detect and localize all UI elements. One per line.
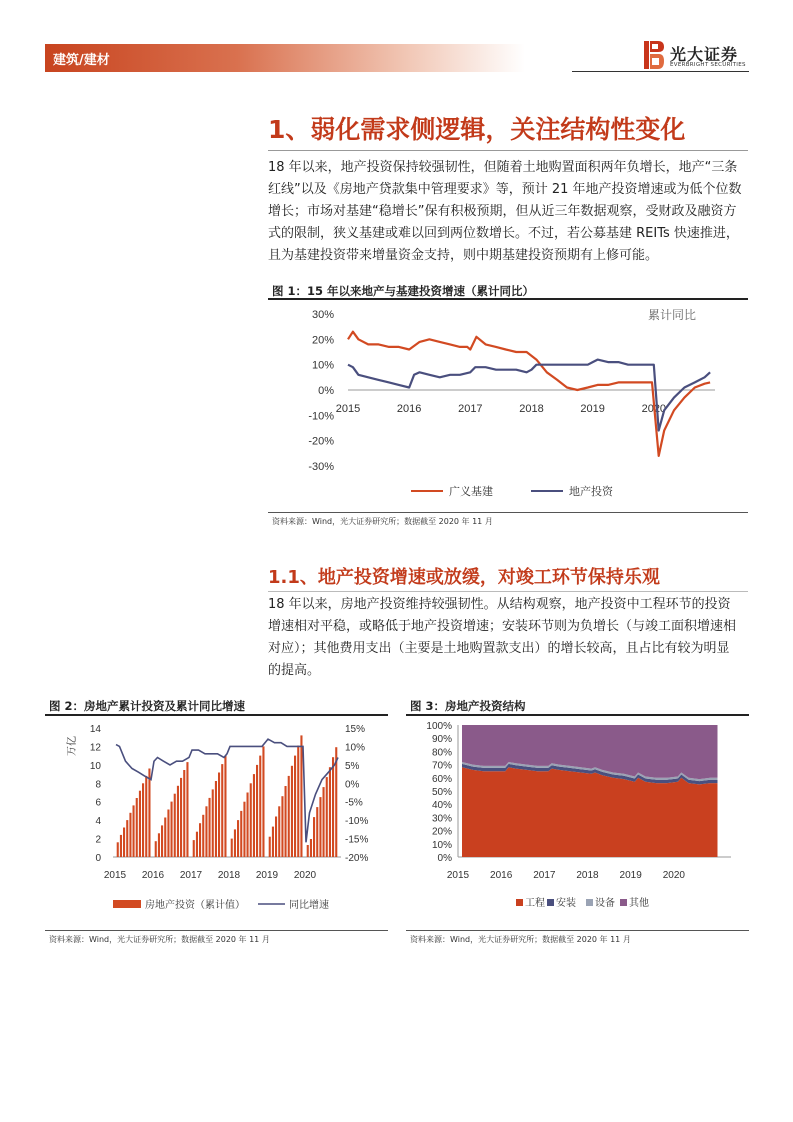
bar xyxy=(234,829,236,857)
bar xyxy=(316,807,318,857)
figure2-source: 资料来源：Wind，光大证券研究所；数据截至 2020 年 11 月 xyxy=(49,935,270,944)
y-right-tick-label: 0% xyxy=(345,779,360,791)
x-tick-label: 2017 xyxy=(458,403,483,415)
subsection-title-rule xyxy=(268,591,748,592)
bar xyxy=(171,802,173,857)
y-tick-label: 100% xyxy=(426,721,452,732)
bar xyxy=(202,815,204,857)
x-tick-label: 2016 xyxy=(490,870,513,881)
figure2-title: 图 2：房地产累计投资及累计同比增速 xyxy=(49,699,246,713)
section-title: 1、弱化需求侧逻辑，关注结构性变化 xyxy=(268,115,686,144)
bar xyxy=(297,746,299,858)
x-tick-label: 2019 xyxy=(619,870,642,881)
y-tick-label: 40% xyxy=(431,800,452,812)
bar xyxy=(145,776,147,857)
bar xyxy=(288,776,290,857)
legend-swatch xyxy=(547,899,554,906)
section-title-rule xyxy=(268,150,748,151)
y-tick-label: 10% xyxy=(431,839,452,851)
bar xyxy=(183,770,185,857)
figure3-title: 图 3：房地产投资结构 xyxy=(410,699,526,713)
bar xyxy=(167,810,169,858)
y-left-tick-label: 6 xyxy=(95,797,101,809)
y-tick-label: 80% xyxy=(431,747,452,759)
y-tick-label: 30% xyxy=(311,309,334,321)
y-tick-label: -20% xyxy=(308,435,334,448)
y-tick-label: 20% xyxy=(431,826,452,838)
y-tick-label: -30% xyxy=(308,461,334,473)
bar xyxy=(278,806,280,857)
figure1-title: 图 1：15 年以来地产与基建投资增速（累计同比） xyxy=(272,284,535,298)
bar xyxy=(256,765,258,857)
x-tick-label: 2017 xyxy=(179,870,203,881)
x-tick-label: 2016 xyxy=(396,403,422,415)
bar xyxy=(262,746,264,857)
paragraph-line: 的提高。 xyxy=(268,663,321,678)
y-left-tick-label: 14 xyxy=(89,724,101,735)
bar xyxy=(319,797,321,857)
brand-logo xyxy=(643,40,753,70)
x-tick-label: 2019 xyxy=(580,403,605,415)
bar xyxy=(243,802,245,857)
y-right-tick-label: -20% xyxy=(345,853,369,864)
bar xyxy=(250,783,252,857)
y-tick-label: 50% xyxy=(431,787,452,798)
y-left-tick-label: 0 xyxy=(95,853,101,864)
bar xyxy=(136,798,138,857)
bar xyxy=(224,756,226,857)
y-tick-label: 0% xyxy=(318,385,334,397)
x-tick-label: 2015 xyxy=(446,870,470,881)
legend-swatch xyxy=(516,899,523,906)
bar xyxy=(221,764,223,857)
bar xyxy=(291,766,293,857)
figure3-source: 资料来源：Wind，光大证券研究所；数据截至 2020 年 11 月 xyxy=(410,935,631,944)
bar xyxy=(158,833,160,857)
y-axis-title: 万亿 xyxy=(67,736,78,756)
bar xyxy=(164,818,166,858)
legend-label: 设备 xyxy=(595,898,615,909)
figure1-source: 资料来源：Wind，光大证券研究所；数据截至 2020 年 11 月 xyxy=(272,517,493,526)
bar xyxy=(180,778,182,857)
header-rule xyxy=(572,71,749,72)
x-tick-label: 2020 xyxy=(641,403,667,415)
bar xyxy=(259,756,261,857)
bar xyxy=(237,820,239,857)
figure3-chart xyxy=(406,716,749,928)
bar xyxy=(275,817,277,858)
y-tick-label: 20% xyxy=(311,334,334,347)
x-tick-label: 2019 xyxy=(255,870,279,881)
y-tick-label: 60% xyxy=(431,773,452,785)
x-tick-label: 2018 xyxy=(576,870,599,881)
bar xyxy=(294,756,296,857)
y-tick-label: 70% xyxy=(431,760,452,772)
y-tick-label: 90% xyxy=(431,734,452,746)
bar xyxy=(212,789,214,857)
bar xyxy=(161,825,163,857)
bar xyxy=(281,796,283,857)
bar xyxy=(117,842,119,857)
header-category: 建筑/建材 xyxy=(53,53,110,68)
section-paragraph xyxy=(268,157,748,267)
paragraph-line: 式的限制，狭义基建或难以回到两位数增长。不过，若公募基建 REITs 快速推进， xyxy=(268,226,739,241)
y-right-tick-label: -10% xyxy=(345,816,369,828)
logo-chinese-name: 光大证券 xyxy=(670,45,739,64)
figure2-bottom-rule xyxy=(45,930,388,931)
y-left-tick-label: 2 xyxy=(95,834,101,846)
paragraph-line: 对应）；其他费用支出（主要是土地购置款支出）的增长较高，且占比有较为明显 xyxy=(268,641,730,656)
bar xyxy=(123,828,125,858)
y-right-tick-label: -5% xyxy=(345,797,363,809)
bar xyxy=(215,781,217,857)
legend-swatch xyxy=(620,899,627,906)
legend-swatch xyxy=(586,899,593,906)
logo-mark-icon xyxy=(643,40,665,70)
y-right-tick-label: 10% xyxy=(345,742,366,754)
y-right-tick-label: 15% xyxy=(345,724,366,735)
bar xyxy=(126,820,128,857)
bar xyxy=(193,840,195,857)
legend-label: 地产投资 xyxy=(569,486,613,498)
bar xyxy=(329,767,331,857)
chart-annotation: 累计同比 xyxy=(647,308,697,322)
y-tick-label: -10% xyxy=(308,410,334,423)
logo-english-name: EVERBRIGHT SECURITIES xyxy=(670,62,746,68)
bar xyxy=(196,832,198,857)
x-tick-label: 2015 xyxy=(103,870,127,881)
legend-swatch xyxy=(113,900,141,908)
x-tick-label: 2018 xyxy=(519,403,544,415)
legend-label: 工程 xyxy=(525,898,545,909)
figure1-bottom-rule xyxy=(268,512,748,513)
paragraph-line: 且为基建投资带来增量资金支持，则中期基建投资预期有上修可能。 xyxy=(268,248,659,263)
x-tick-label: 2018 xyxy=(217,870,241,881)
paragraph-line: 18 年以来，地产投资保持较强韧性，但随着土地购置面积两年负增长，地产“三条 xyxy=(268,160,738,175)
bar xyxy=(205,806,207,857)
x-tick-label: 2017 xyxy=(533,870,556,881)
bar xyxy=(199,823,201,857)
bar xyxy=(323,787,325,857)
x-tick-label: 2020 xyxy=(662,870,685,881)
legend-label: 其他 xyxy=(629,898,649,909)
paragraph-line: 增速相对平稳，或略低于地产投资增速；安装环节则为负增长（与竣工面积增速相 xyxy=(268,619,737,634)
figure3-bottom-rule xyxy=(406,930,749,931)
figure1-chart xyxy=(268,300,748,512)
x-tick-label: 2020 xyxy=(293,870,317,881)
bar xyxy=(269,837,271,857)
legend-label: 广义基建 xyxy=(449,486,493,498)
bar xyxy=(285,786,287,857)
bar xyxy=(253,774,255,857)
bar xyxy=(139,791,141,857)
legend-label: 房地产投资（累计值） xyxy=(145,900,245,911)
y-left-tick-label: 10 xyxy=(89,760,101,772)
y-tick-label: 0% xyxy=(437,853,452,864)
y-left-tick-label: 8 xyxy=(95,779,101,791)
bar xyxy=(326,777,328,857)
legend-label: 安装 xyxy=(556,898,576,909)
y-tick-label: 30% xyxy=(431,813,452,825)
y-left-tick-label: 4 xyxy=(95,816,101,828)
bar xyxy=(209,798,211,857)
y-left-tick-label: 12 xyxy=(89,742,101,754)
y-right-tick-label: -15% xyxy=(345,834,369,846)
bar xyxy=(120,835,122,857)
bar xyxy=(174,794,176,857)
bar xyxy=(155,841,157,857)
legend-label: 同比增速 xyxy=(289,900,329,911)
paragraph-line: 增长；市场对基建“稳增长”保有积极预期，但从近三年数据观察，受财政及融资方 xyxy=(268,204,737,219)
area-工程 xyxy=(462,767,718,857)
subsection-title: 1.1、地产投资增速或放缓，对竣工环节保持乐观 xyxy=(268,567,660,588)
bar xyxy=(332,757,334,857)
bar xyxy=(142,783,144,857)
bar xyxy=(313,817,315,857)
bar xyxy=(231,839,233,857)
bar xyxy=(218,773,220,858)
x-tick-label: 2015 xyxy=(335,403,361,415)
bar xyxy=(300,735,302,857)
subsection-paragraph xyxy=(268,594,748,682)
bar xyxy=(247,793,249,858)
y-tick-label: 10% xyxy=(311,359,334,372)
bar xyxy=(272,827,274,857)
bar xyxy=(177,786,179,857)
paragraph-line: 18 年以来，房地产投资维持较强韧性。从结构观察，地产投资中工程环节的投资 xyxy=(268,597,731,612)
header-banner xyxy=(45,44,525,72)
bar xyxy=(307,845,309,857)
bar xyxy=(186,762,188,857)
bar xyxy=(310,839,312,857)
bar xyxy=(129,813,131,857)
paragraph-line: 红线”以及《房地产贷款集中管理要求》等，预计 21 年地产投资增速或为低个位数 xyxy=(268,182,742,197)
bar xyxy=(240,811,242,857)
x-tick-label: 2016 xyxy=(141,870,165,881)
y-right-tick-label: 5% xyxy=(345,760,360,772)
bar xyxy=(133,805,135,857)
figure2-chart xyxy=(45,716,388,928)
bar xyxy=(148,769,150,858)
